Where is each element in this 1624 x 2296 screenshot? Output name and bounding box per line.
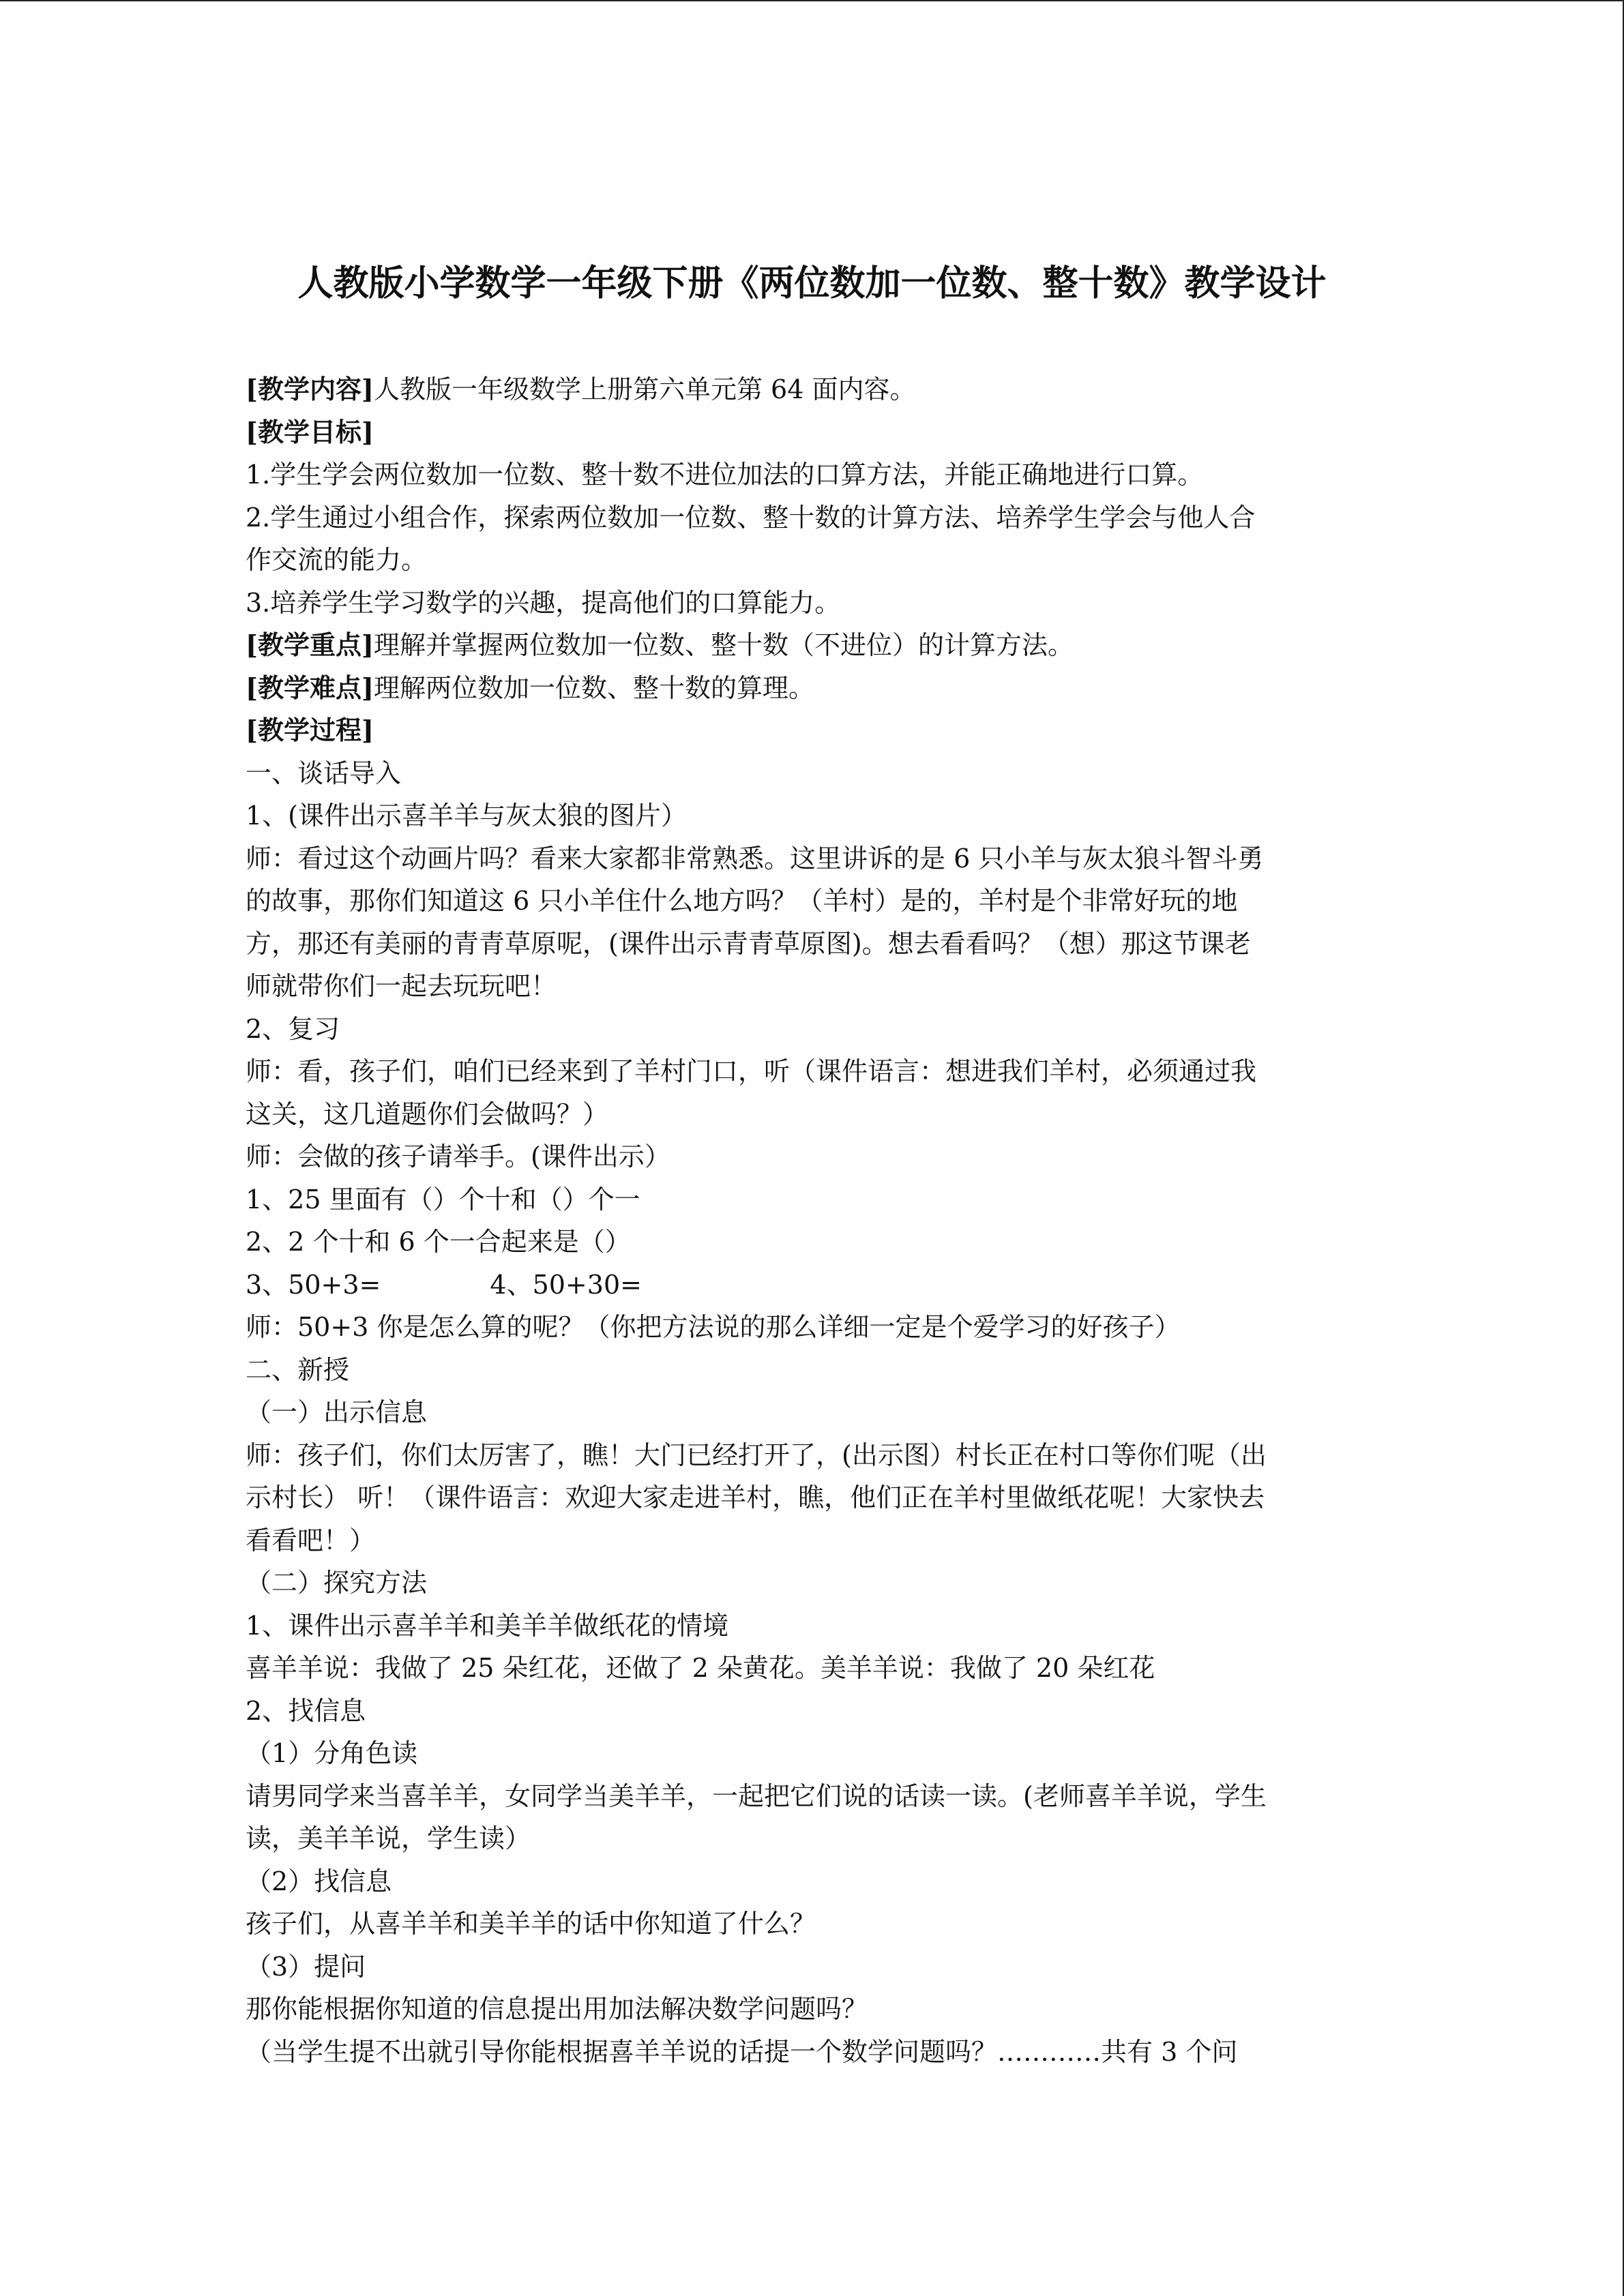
text-line: 那你能根据你知道的信息提出用加法解决数学问题吗？: [246, 1994, 868, 2024]
content-text: 人教版一年级数学上册第六单元第 64 面内容。: [373, 374, 916, 404]
text-line: 师：会做的孩子请举手。(课件出示）: [246, 1142, 670, 1172]
text-line: 方，那还有美丽的青青草原呢，(课件出示青青草原图)。想去看看吗？（想）那这节课老: [246, 928, 1251, 959]
content-label: [教学内容]: [246, 374, 374, 404]
text-line: 1、课件出示喜羊羊和美羊羊做纸花的情境: [246, 1610, 729, 1641]
text-line: （当学生提不出就引导你能根据喜羊羊说的话提一个数学问题吗？…………共有 3 个问: [246, 2036, 1238, 2067]
page-border-top: [0, 0, 1624, 1]
objectives-heading: [246, 411, 1378, 454]
objective-1: 1.学生学会两位数加一位数、整十数不进位加法的口算方法，并能正确地进行口算。: [246, 460, 1204, 490]
text-line: （1）分角色读: [246, 1738, 418, 1768]
document-body: [246, 368, 1378, 2073]
content-line: [246, 368, 1378, 411]
objective-3: 3.培养学生学习数学的兴趣，提高他们的口算能力。: [246, 587, 841, 618]
text-line: （一）出示信息: [246, 1397, 428, 1427]
text-line: 师：50+3 你是怎么算的呢？（你把方法说的那么详细一定是个爱学习的好孩子）: [246, 1312, 1181, 1342]
text-line: 看看吧！）: [246, 1525, 376, 1555]
key-point-line: [246, 624, 1378, 667]
text-line: 2、找信息: [246, 1695, 366, 1726]
page-title: 人教版小学数学一年级下册《两位数加一位数、整十数》教学设计: [297, 263, 1327, 304]
key-text: 理解并掌握两位数加一位数、整十数（不进位）的计算方法。: [373, 630, 1074, 660]
text-line: 2、复习: [246, 1013, 340, 1044]
text-line: 师：看过这个动画片吗？看来大家都非常熟悉。这里讲诉的是 6 只小羊与灰太狼斗智斗勇: [246, 843, 1264, 874]
text-line: 请男同学来当喜羊羊，女同学当美羊羊，一起把它们说的话读一读。(老师喜羊羊说，学生: [246, 1780, 1267, 1811]
text-line: 喜羊羊说：我做了 25 朵红花，还做了 2 朵黄花。美羊羊说：我做了 20 朵红花: [246, 1653, 1155, 1683]
key-label: [教学重点]: [246, 629, 374, 660]
text-line: 师：孩子们，你们太厉害了，瞧！大门已经打开了，(出示图）村长正在村口等你们呢（出: [246, 1440, 1267, 1470]
difficulty-line: [246, 667, 1378, 710]
text-line: 1、25 里面有（）个十和（）个一: [246, 1184, 640, 1214]
text-line: 孩子们，从喜羊羊和美羊羊的话中你知道了什么？: [246, 1909, 816, 1939]
text-line: 二、新授: [246, 1354, 350, 1385]
text-line: 读，美羊羊说，学生读）: [246, 1823, 531, 1853]
text-line: 师：看，孩子们，咱们已经来到了羊村门口，听（课件语言：想进我们羊村，必须通过我: [246, 1056, 1257, 1086]
text-line: （二）探究方法: [246, 1568, 428, 1598]
text-line: 的故事，那你们知道这 6 只小羊住什么地方吗？（羊村）是的，羊村是个非常好玩的地: [246, 886, 1238, 916]
text-line: 1、(课件出示喜羊羊与灰太狼的图片）: [246, 801, 688, 831]
text-line: 这关，这几道题你们会做吗？）: [246, 1099, 609, 1129]
text-line: 2、2 个十和 6 个一合起来是（）: [246, 1227, 631, 1257]
text-line: 师就带你们一起去玩玩吧！: [246, 971, 557, 1001]
difficulty-text: 理解两位数加一位数、整十数的算理。: [373, 672, 814, 703]
exercise-line: [246, 1264, 1378, 1307]
objectives-label: [教学目标]: [246, 416, 374, 447]
exercise-4: 4、50+30=: [490, 1269, 642, 1300]
exercise-3: 3、50+3=: [246, 1269, 381, 1300]
text-line: （2）找信息: [246, 1866, 392, 1896]
process-label: [教学过程]: [246, 715, 374, 745]
objective-2a: 2.学生通过小组合作，探索两位数加一位数、整十数的计算方法、培养学生学会与他人合: [246, 502, 1256, 533]
process-heading: [246, 709, 1378, 752]
objective-2b: 作交流的能力。: [246, 545, 428, 575]
text-line: （3）提问: [246, 1951, 366, 1982]
difficulty-label: [教学难点]: [246, 672, 374, 703]
text-line: 一、谈话导入: [246, 758, 402, 788]
text-line: 示村长） 听！（课件语言：欢迎大家走进羊村，瞧，他们正在羊村里做纸花呢！大家快去: [246, 1482, 1265, 1512]
